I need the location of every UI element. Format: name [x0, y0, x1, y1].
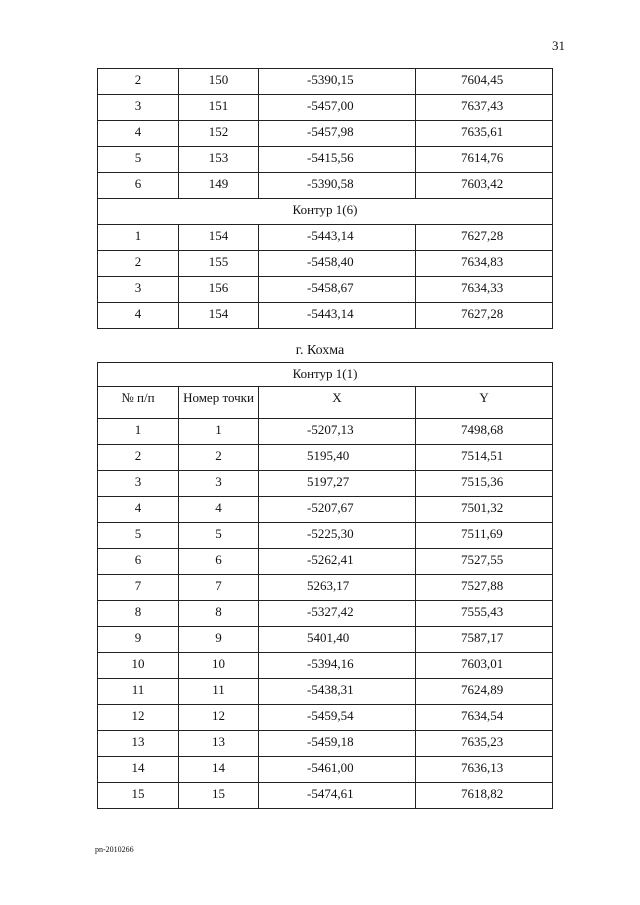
- cell-x: -5474,61: [259, 783, 416, 809]
- table-row: [98, 679, 553, 705]
- cell-point: 154: [179, 225, 259, 251]
- contour-label: Контур 1(1): [98, 363, 553, 387]
- table-row: [98, 121, 553, 147]
- cell-point: 15: [179, 783, 259, 809]
- cell-y: 7627,28: [416, 303, 553, 329]
- cell-point: 149: [179, 173, 259, 199]
- column-header-row: [98, 387, 553, 419]
- cell-x: -5207,67: [259, 497, 416, 523]
- cell-number: 11: [98, 679, 179, 705]
- table-row: [98, 757, 553, 783]
- cell-y: 7603,01: [416, 653, 553, 679]
- table-row: [98, 225, 553, 251]
- cell-point: 151: [179, 95, 259, 121]
- cell-x: -5458,67: [259, 277, 416, 303]
- cell-y: 7603,42: [416, 173, 553, 199]
- header-x: X: [259, 387, 416, 419]
- table-row: [98, 731, 553, 757]
- cell-y: 7587,17: [416, 627, 553, 653]
- table-row: [98, 173, 553, 199]
- table-row: [98, 601, 553, 627]
- cell-x: -5390,58: [259, 173, 416, 199]
- header-number: № п/п: [98, 387, 179, 419]
- table-row: [98, 147, 553, 173]
- cell-number: 14: [98, 757, 179, 783]
- cell-x: -5443,14: [259, 303, 416, 329]
- cell-number: 1: [98, 419, 179, 445]
- cell-number: 4: [98, 303, 179, 329]
- cell-x: -5390,15: [259, 69, 416, 95]
- cell-number: 4: [98, 121, 179, 147]
- table-row: [98, 575, 553, 601]
- cell-point: 10: [179, 653, 259, 679]
- cell-number: 5: [98, 523, 179, 549]
- cell-y: 7527,88: [416, 575, 553, 601]
- cell-number: 2: [98, 445, 179, 471]
- cell-x: -5225,30: [259, 523, 416, 549]
- table-row: [98, 95, 553, 121]
- cell-y: 7555,43: [416, 601, 553, 627]
- cell-x: -5457,00: [259, 95, 416, 121]
- cell-point: 13: [179, 731, 259, 757]
- header-y: Y: [416, 387, 553, 419]
- cell-y: 7515,36: [416, 471, 553, 497]
- table-row: [98, 303, 553, 329]
- table-row: [98, 549, 553, 575]
- cell-number: 8: [98, 601, 179, 627]
- cell-x: -5327,42: [259, 601, 416, 627]
- table-row: [98, 471, 553, 497]
- cell-point: 4: [179, 497, 259, 523]
- cell-number: 2: [98, 69, 179, 95]
- cell-number: 10: [98, 653, 179, 679]
- table-row: [98, 251, 553, 277]
- city-title: г. Кохма: [295, 343, 345, 358]
- cell-x: 5197,27: [259, 471, 416, 497]
- cell-y: 7604,45: [416, 69, 553, 95]
- cell-x: -5459,54: [259, 705, 416, 731]
- cell-number: 9: [98, 627, 179, 653]
- cell-y: 7618,82: [416, 783, 553, 809]
- cell-number: 3: [98, 95, 179, 121]
- cell-y: 7634,83: [416, 251, 553, 277]
- cell-point: 11: [179, 679, 259, 705]
- cell-point: 156: [179, 277, 259, 303]
- cell-number: 1: [98, 225, 179, 251]
- cell-x: -5461,00: [259, 757, 416, 783]
- cell-point: 8: [179, 601, 259, 627]
- cell-y: 7636,13: [416, 757, 553, 783]
- contour-header-row: [98, 363, 553, 387]
- cell-y: 7624,89: [416, 679, 553, 705]
- table-row: [98, 69, 553, 95]
- footer-document-code: pn-2010266: [95, 845, 134, 854]
- cell-x: -5262,41: [259, 549, 416, 575]
- cell-y: 7637,43: [416, 95, 553, 121]
- cell-point: 1: [179, 419, 259, 445]
- cell-number: 4: [98, 497, 179, 523]
- cell-number: 15: [98, 783, 179, 809]
- cell-number: 5: [98, 147, 179, 173]
- cell-point: 150: [179, 69, 259, 95]
- cell-number: 7: [98, 575, 179, 601]
- cell-point: 6: [179, 549, 259, 575]
- contour-header-row: [98, 199, 553, 225]
- cell-y: 7511,69: [416, 523, 553, 549]
- cell-number: 3: [98, 277, 179, 303]
- cell-y: 7635,61: [416, 121, 553, 147]
- table-row: [98, 497, 553, 523]
- cell-x: -5459,18: [259, 731, 416, 757]
- cell-point: 14: [179, 757, 259, 783]
- table-row: [98, 783, 553, 809]
- cell-x: -5207,13: [259, 419, 416, 445]
- cell-x: 5195,40: [259, 445, 416, 471]
- cell-point: 7: [179, 575, 259, 601]
- table-row: [98, 445, 553, 471]
- cell-point: 153: [179, 147, 259, 173]
- table-row: [98, 653, 553, 679]
- cell-point: 154: [179, 303, 259, 329]
- cell-x: -5443,14: [259, 225, 416, 251]
- table-row: [98, 523, 553, 549]
- cell-y: 7627,28: [416, 225, 553, 251]
- cell-y: 7527,55: [416, 549, 553, 575]
- cell-point: 3: [179, 471, 259, 497]
- cell-x: -5458,40: [259, 251, 416, 277]
- table-row: [98, 277, 553, 303]
- cell-x: -5438,31: [259, 679, 416, 705]
- cell-point: 5: [179, 523, 259, 549]
- cell-number: 6: [98, 549, 179, 575]
- cell-number: 13: [98, 731, 179, 757]
- cell-point: 12: [179, 705, 259, 731]
- cell-x: 5263,17: [259, 575, 416, 601]
- cell-y: 7635,23: [416, 731, 553, 757]
- cell-x: -5415,56: [259, 147, 416, 173]
- cell-point: 152: [179, 121, 259, 147]
- cell-number: 2: [98, 251, 179, 277]
- cell-x: -5394,16: [259, 653, 416, 679]
- table-row: [98, 627, 553, 653]
- table-row: [98, 705, 553, 731]
- cell-point: 2: [179, 445, 259, 471]
- cell-y: 7634,33: [416, 277, 553, 303]
- cell-point: 9: [179, 627, 259, 653]
- page-number: 31: [552, 38, 565, 53]
- cell-number: 12: [98, 705, 179, 731]
- cell-point: 155: [179, 251, 259, 277]
- cell-y: 7498,68: [416, 419, 553, 445]
- cell-x: 5401,40: [259, 627, 416, 653]
- cell-y: 7514,51: [416, 445, 553, 471]
- contour-label: Контур 1(6): [98, 199, 553, 225]
- coordinates-table-top: [97, 68, 553, 329]
- table-row: [98, 419, 553, 445]
- cell-y: 7634,54: [416, 705, 553, 731]
- coordinates-table-kokhma: [97, 362, 553, 809]
- cell-y: 7501,32: [416, 497, 553, 523]
- cell-y: 7614,76: [416, 147, 553, 173]
- cell-number: 6: [98, 173, 179, 199]
- cell-x: -5457,98: [259, 121, 416, 147]
- header-point-number: Номер точки: [179, 387, 259, 419]
- cell-number: 3: [98, 471, 179, 497]
